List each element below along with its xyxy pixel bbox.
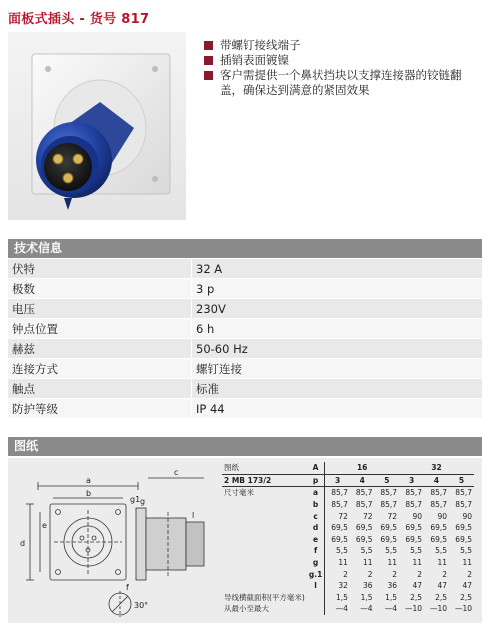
dim-sub-col: 5 [449, 474, 474, 487]
dim-sub-col: 5 [375, 474, 400, 487]
table-row [222, 534, 474, 546]
dim-row-value: 36 [387, 581, 398, 591]
dim-row-value: 69,5 [430, 523, 448, 533]
dim-row-value: 47 [462, 581, 472, 591]
feature-item [204, 68, 482, 98]
table-row [8, 399, 482, 419]
dim-row-value: 85,7 [355, 488, 373, 498]
feature-list [204, 38, 482, 98]
dim-row-value: 5,5 [336, 546, 348, 556]
dim-row-value: 2 [442, 569, 448, 579]
dim-row-value: —10 [454, 604, 472, 614]
dim-row-label [222, 568, 307, 580]
dim-row-value: 2 [343, 569, 348, 579]
spec-key: 赫兹 [8, 339, 192, 359]
drawing-section-header: 图纸 [8, 437, 482, 456]
dim-row-value: 85,7 [455, 500, 472, 510]
dim-row-value: 90 [437, 511, 448, 521]
table-row [222, 545, 474, 557]
dim-row-value: 72 [362, 511, 373, 521]
dim-header-32: 32 [399, 462, 474, 474]
dim-row-value: 69,5 [355, 523, 373, 533]
dim-row-label [222, 580, 307, 592]
dim-row-value: 11 [362, 558, 373, 568]
dim-sub-key: p [307, 474, 325, 487]
dim-row-key: b [307, 499, 325, 511]
dim-row-label: 导线横截面积(平方毫米) [224, 592, 305, 602]
square-bullet-icon [204, 41, 213, 50]
spec-value: 3 p [192, 279, 483, 299]
dim-label-b: b [86, 489, 92, 498]
table-row [8, 299, 482, 319]
table-row [222, 603, 474, 615]
dim-row-label [222, 499, 307, 511]
table-row [222, 499, 474, 511]
dim-header-label: 图纸 [222, 462, 307, 474]
dim-row-label: 从最小至最大 [224, 604, 269, 614]
plug-image [8, 32, 186, 220]
dim-row-value: 69,5 [455, 534, 472, 544]
dim-label-c: c [174, 468, 179, 477]
table-row [222, 474, 474, 487]
dim-row-value: 69,5 [331, 534, 348, 544]
dim-row-value: 90 [412, 511, 423, 521]
table-row [222, 568, 474, 580]
dim-row-label [222, 557, 307, 569]
table-row [222, 557, 474, 569]
dim-row-key: e [307, 534, 325, 546]
dim-sub-col: 3 [399, 474, 424, 487]
dim-row-key [307, 603, 325, 615]
dim-row-value: 2,5 [410, 592, 423, 602]
dim-row-value: 1,5 [336, 592, 348, 602]
dim-row-value: 69,5 [405, 534, 423, 544]
dim-sub-col: 4 [350, 474, 375, 487]
table-row [222, 522, 474, 534]
square-bullet-icon [204, 56, 213, 65]
dim-row-value: 69,5 [380, 523, 398, 533]
dim-sub-label: 2 MB 173/2 [222, 474, 307, 487]
dim-row-value: 1,5 [360, 592, 373, 602]
dim-row-value: 11 [462, 558, 472, 568]
dim-row-label [222, 510, 307, 522]
table-row [8, 339, 482, 359]
dim-row-label [222, 545, 307, 557]
table-row [222, 510, 474, 522]
dim-row-key: d [307, 522, 325, 534]
dim-row-value: 90 [462, 511, 472, 521]
dim-row-value: 11 [387, 558, 398, 568]
dim-row-value: —10 [405, 604, 423, 614]
dim-label-d: d [20, 539, 26, 548]
dim-sub-col: 4 [424, 474, 449, 487]
spec-key: 防护等级 [8, 399, 192, 419]
dim-row-value: 85,7 [355, 500, 373, 510]
dim-row-value: 2 [467, 569, 472, 579]
dim-row-label: 尺寸毫米 [224, 488, 254, 498]
dim-row-value: 5,5 [460, 546, 472, 556]
dim-row-value: 69,5 [405, 523, 423, 533]
dim-row-value: 2 [417, 569, 423, 579]
dim-row-value: 85,7 [331, 488, 348, 498]
dim-row-value: 11 [338, 558, 348, 568]
dim-row-label [222, 534, 307, 546]
table-row [8, 319, 482, 339]
dim-row-value: 85,7 [380, 500, 398, 510]
spec-key: 极数 [8, 279, 192, 299]
dim-row-key: f [307, 545, 325, 557]
dim-row-value: 5,5 [385, 546, 398, 556]
dim-row-value: 1,5 [385, 592, 398, 602]
dim-row-value: 85,7 [405, 500, 423, 510]
dim-label-g: g [140, 497, 146, 506]
dim-row-value: —4 [335, 604, 348, 614]
dim-row-value: 69,5 [355, 534, 373, 544]
dim-row-value: —4 [384, 604, 398, 614]
dim-row-value: 72 [387, 511, 398, 521]
dim-row-value: 36 [362, 581, 373, 591]
dim-row-value: 69,5 [455, 523, 472, 533]
dim-row-value: 47 [437, 581, 448, 591]
table-row [8, 359, 482, 379]
dim-label-a: a [86, 476, 91, 485]
dim-row-key: g.1 [307, 568, 325, 580]
dim-label-e: e [42, 521, 47, 530]
table-row [8, 279, 482, 299]
dim-label-l: l [192, 511, 195, 520]
dim-label-angle: 30° [134, 601, 149, 610]
dim-row-value: 85,7 [455, 488, 472, 498]
dim-row-value: —10 [429, 604, 448, 614]
page-title: 面板式插头 - 货号 817 [8, 12, 150, 27]
dim-row-value: 11 [437, 558, 448, 568]
dim-row-value: 69,5 [380, 534, 398, 544]
dimension-drawing [8, 458, 222, 623]
dim-header-16: 16 [325, 462, 399, 474]
table-row [222, 487, 474, 499]
table-row [222, 462, 474, 474]
feature-text: 带螺钉接线端子 [220, 38, 301, 52]
dim-row-value: 85,7 [380, 488, 398, 498]
dim-row-value: 69,5 [430, 534, 448, 544]
product-photo [8, 32, 186, 220]
dim-row-value: 5,5 [360, 546, 373, 556]
table-row [8, 379, 482, 399]
dim-row-value: 11 [412, 558, 423, 568]
dim-row-value: 32 [338, 581, 348, 591]
dim-row-value: 5,5 [410, 546, 423, 556]
dim-row-value: 85,7 [331, 500, 348, 510]
dim-row-key: a [307, 487, 325, 499]
spec-key: 触点 [8, 379, 192, 399]
dim-row-key: l [307, 580, 325, 592]
table-row [8, 259, 482, 279]
dim-row-value: 85,7 [430, 500, 448, 510]
dim-row-label [222, 522, 307, 534]
dim-row-value: 69,5 [331, 523, 348, 533]
spec-value: 230V [192, 299, 483, 319]
feature-text: 客户需提供一个鼻状挡块以支撑连接器的铰链翻盖，确保达到满意的紧固效果 [220, 68, 462, 97]
dim-row-value: 85,7 [405, 488, 423, 498]
spec-value: 螺钉连接 [192, 359, 483, 379]
dim-row-value: 5,5 [435, 546, 448, 556]
table-row [222, 580, 474, 592]
spec-key: 电压 [8, 299, 192, 319]
tech-section-header: 技术信息 [8, 239, 482, 258]
dim-row-value: 2,5 [435, 592, 448, 602]
dim-label-g1: g1 [130, 495, 141, 504]
dim-row-key [307, 592, 325, 604]
spec-value: 标准 [192, 379, 483, 399]
spec-key: 连接方式 [8, 359, 192, 379]
feature-text: 插销表面镀镍 [220, 53, 289, 67]
spec-value: IP 44 [192, 399, 483, 419]
feature-item [204, 38, 482, 53]
dim-header-key: A [307, 462, 325, 474]
dim-row-value: 2 [392, 569, 398, 579]
feature-item [204, 53, 482, 68]
dim-row-value: 72 [338, 511, 348, 521]
dim-row-key: g [307, 557, 325, 569]
spec-value: 50-60 Hz [192, 339, 483, 359]
dim-row-value: 2,5 [460, 592, 472, 602]
spec-value: 32 A [192, 259, 483, 279]
spec-value: 6 h [192, 319, 483, 339]
specs-table [8, 259, 482, 419]
dim-label-f: f [126, 583, 129, 592]
dim-sub-col: 3 [325, 474, 350, 487]
spec-key: 钟点位置 [8, 319, 192, 339]
table-row [222, 592, 474, 604]
dimension-table [222, 462, 474, 615]
dim-row-key: c [307, 510, 325, 522]
dim-row-value: 2 [367, 569, 373, 579]
dim-row-value: 85,7 [430, 488, 448, 498]
dim-row-value: —4 [360, 604, 373, 614]
square-bullet-icon [204, 71, 213, 80]
dim-row-value: 47 [412, 581, 423, 591]
spec-key: 伏特 [8, 259, 192, 279]
